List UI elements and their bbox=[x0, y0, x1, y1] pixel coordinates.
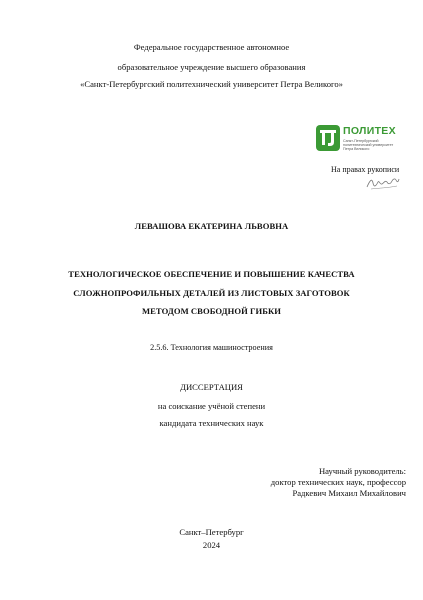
footer-year: 2024 bbox=[202, 540, 221, 550]
handwritten-signature bbox=[365, 174, 401, 192]
supervisor-label: Научный руководитель: bbox=[318, 466, 406, 476]
polytech-logo bbox=[316, 125, 412, 159]
title-line-1: ТЕХНОЛОГИЧЕСКОЕ ОБЕСПЕЧЕНИЕ И ПОВЫШЕНИЕ КАЧЕСТВА bbox=[68, 269, 355, 279]
title-line-3: МЕТОДОМ СВОБОДНОЙ ГИБКИ bbox=[141, 306, 282, 316]
logo-name: ПОЛИТЕХ bbox=[343, 125, 396, 137]
degree-line-2: кандидата технических наук bbox=[159, 418, 264, 428]
header-line-2: образовательное учреждение высшего образования bbox=[117, 62, 306, 72]
polytech-logo-icon bbox=[316, 125, 340, 151]
work-type-label: ДИССЕРТАЦИЯ bbox=[180, 382, 243, 392]
specialty: 2.5.6. Технология машиностроения bbox=[150, 343, 273, 352]
supervisor-name: Радкевич Михаил Михайлович bbox=[292, 488, 406, 498]
title-line-2: СЛОЖНОПРОФИЛЬНЫХ ДЕТАЛЕЙ ИЗ ЛИСТОВЫХ ЗАГОТОВОК bbox=[73, 288, 350, 298]
degree-line-1: на соискание учёной степени bbox=[157, 401, 266, 411]
author-name: ЛЕВАШОВА ЕКАТЕРИНА ЛЬВОВНА bbox=[134, 221, 289, 231]
rights-notice: На правах рукописи bbox=[331, 165, 400, 174]
supervisor-degree: доктор технических наук, профессор bbox=[270, 477, 406, 487]
logo-subtitle-1: Санкт-Петербургский bbox=[343, 139, 379, 143]
logo-subtitle-2: политехнический университет bbox=[343, 143, 394, 147]
header-line-3: «Санкт-Петербургский политехнический университет Петра Великого» bbox=[80, 79, 343, 89]
footer-city: Санкт–Петербург bbox=[179, 527, 244, 537]
header-line-1: Федеральное государственное автономное bbox=[133, 42, 290, 52]
logo-subtitle-3: Петра Великого bbox=[343, 147, 370, 151]
